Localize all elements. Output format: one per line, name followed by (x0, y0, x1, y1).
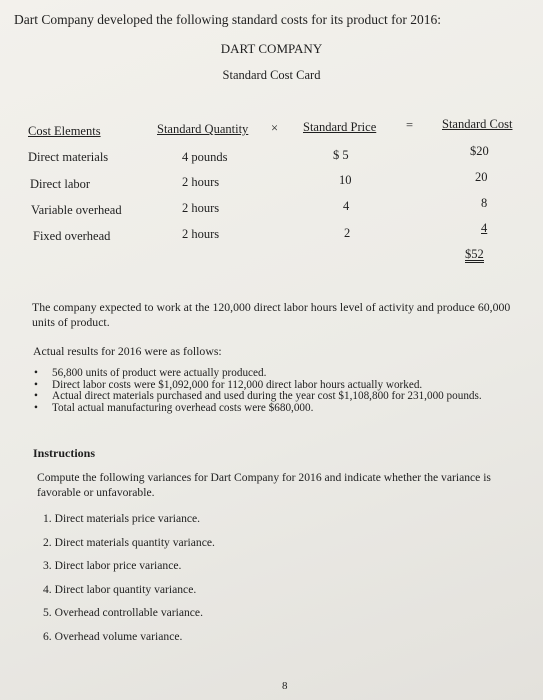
row-quantity-direct-labor: 2 hours (182, 175, 220, 189)
row-price-variable-overhead: 4 (343, 199, 350, 213)
instructions-heading: Instructions (33, 446, 96, 460)
times-sign: × (271, 121, 279, 135)
row-quantity-fixed-overhead: 2 hours (182, 227, 220, 241)
task-item: 1. Direct materials price variance. (43, 512, 201, 525)
page-number: 8 (282, 680, 288, 692)
task-item: 2. Direct materials quantity variance. (43, 535, 215, 549)
header-standard-quantity: Standard Quantity (157, 122, 249, 136)
actual-results-list (34, 368, 482, 414)
row-quantity-variable-overhead: 2 hours (182, 201, 220, 215)
card-title: Standard Cost Card (222, 68, 321, 82)
row-cost-direct-labor: 20 (475, 170, 488, 184)
row-cost-fixed-overhead: 4 (481, 221, 488, 235)
total-standard-cost: $52 (465, 247, 484, 261)
row-cost-direct-materials: $20 (470, 144, 489, 158)
row-cost-variable-overhead: 8 (481, 196, 488, 210)
task-item: 4. Direct labor quantity variance. (43, 582, 197, 596)
instructions-text: Compute the following variances for Dart Company for 2016 and indicate whether the variance is favorable or unfavorable. (37, 471, 491, 499)
row-price-fixed-overhead: 2 (344, 226, 351, 240)
row-element-direct-materials: Direct materials (28, 150, 109, 164)
row-element-direct-labor: Direct labor (30, 177, 91, 191)
company-name: DART COMPANY (220, 41, 323, 56)
row-price-direct-materials: $ 5 (333, 148, 349, 162)
actual-results-heading: Actual results for 2016 were as follows: (33, 344, 222, 358)
list-item: • Total actual manufacturing overhead costs were $680,000. (34, 401, 314, 414)
task-item: 6. Overhead volume variance. (43, 629, 183, 643)
row-element-variable-overhead: Variable overhead (31, 203, 122, 217)
task-list (43, 512, 215, 653)
row-quantity-direct-materials: 4 pounds (182, 150, 228, 164)
list-item: • 56,800 units of product were actually produced. (34, 367, 267, 379)
list-item: • Direct labor costs were $1,092,000 for 112,000 direct labor hours actually worked. (34, 378, 423, 391)
list-item: • Actual direct materials purchased and used during the year cost $1,108,800 for 231,000 pounds. (34, 390, 482, 402)
expectation-paragraph: The company expected to work at the 120,000 direct labor hours level of activity and produce 60,000 units of product. (32, 300, 511, 329)
task-item: 3. Direct labor price variance. (43, 559, 182, 572)
intro-sentence: Dart Company developed the following standard costs for its product for 2016: (14, 12, 442, 27)
task-item: 5. Overhead controllable variance. (43, 606, 203, 619)
row-price-direct-labor: 10 (339, 173, 352, 187)
header-cost-elements: Cost Elements (28, 124, 101, 138)
equals-sign: = (406, 118, 414, 132)
header-standard-price: Standard Price (303, 120, 377, 134)
row-element-fixed-overhead: Fixed overhead (33, 229, 111, 243)
header-standard-cost: Standard Cost (442, 117, 513, 131)
